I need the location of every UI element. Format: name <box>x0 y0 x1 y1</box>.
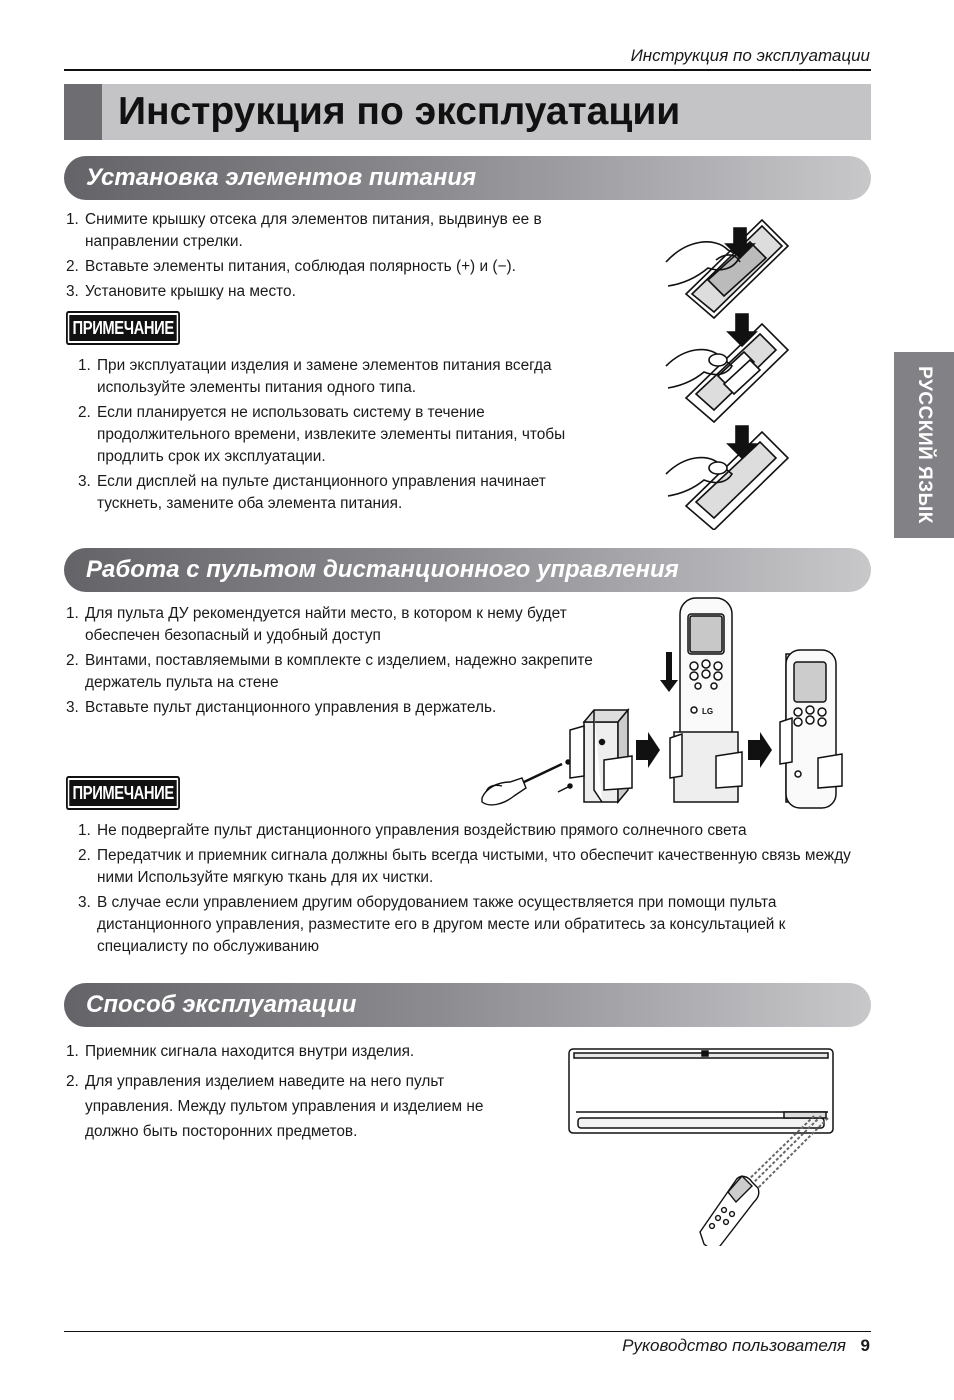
page-number: 9 <box>860 1336 870 1355</box>
battery-step-3-figure <box>666 426 788 530</box>
arrow-icon <box>748 732 772 768</box>
footer-rule <box>64 1331 871 1332</box>
list-item: 3. Если дисплей на пульте дистанционного управления начинает тускнеть, замените оба элемента питания. <box>78 473 546 512</box>
section-header-remote <box>64 548 871 592</box>
note-badge-batteries: ПРИМЕЧАНИЕ <box>66 311 180 345</box>
list-item: 1. Снимите крышку отсека для элементов питания, выдвинув ее в направлении стрелки. <box>66 211 542 250</box>
brand-logo: LG <box>702 707 714 716</box>
title-accent <box>64 84 102 140</box>
list-item: 3. В случае если управлением другим оборудованием также осуществляется при помощи пульта дистанционного управления, разместите его в другом месте или обратитесь за консультацией к специалисту по обслуживанию <box>78 894 786 955</box>
remote-holder-illustration <box>476 592 846 820</box>
page-title: Инструкция по эксплуатации <box>118 90 681 133</box>
section-header-batteries <box>64 156 871 200</box>
list-item: 2. Передатчик и приемник сигнала должны быть всегда чистыми, что обеспечит качественную связь между ними Используйте мягкую ткань для их чистки. <box>78 847 851 886</box>
battery-steps-list <box>66 209 586 306</box>
battery-step-1-figure <box>666 220 788 318</box>
section-header-operation <box>64 983 871 1027</box>
section-title-remote: Работа с пультом дистанционного управления <box>86 556 679 583</box>
list-item: 2. Если планируется не использовать систему в течение продолжительного времени, извлеките элементы питания, чтобы продлить срок их эксплуатации. <box>78 404 566 465</box>
battery-step-2-figure <box>666 314 788 422</box>
section-title-batteries: Установка элементов питания <box>86 164 477 191</box>
list-item: 1. Приемник сигнала находится внутри изделия. <box>66 1043 415 1060</box>
language-tab <box>894 352 954 538</box>
wall-holder-figure <box>558 710 632 802</box>
list-item: 2. Винтами, поставляемыми в комплекте с изделием, надежно закрепите держатель пульта на стене <box>66 652 593 691</box>
aiming-remote-illustration <box>566 1046 836 1246</box>
list-item: 3. Вставьте пульт дистанционного управления в держатель. <box>66 699 497 716</box>
battery-notes-list <box>78 355 598 518</box>
remote-notes-list <box>78 820 868 961</box>
running-header: Инструкция по эксплуатации <box>630 46 870 65</box>
language-tab-label: РУССКИЙ ЯЗЫК <box>914 366 935 524</box>
section-title-operation: Способ эксплуатации <box>86 991 357 1018</box>
list-item: 1. Не подвергайте пульт дистанционного управления воздействию прямого солнечного света <box>78 822 747 839</box>
indoor-unit-figure <box>569 1049 833 1133</box>
arrow-icon <box>636 732 660 768</box>
list-item: 2. Для управления изделием наведите на него пульт управления. Между пультом управления и изделием не должно быть посторонних предметов. <box>66 1073 484 1140</box>
list-item: 1. Для пульта ДУ рекомендуется найти место, в котором к нему будет обеспечен безопасный и удобный доступ <box>66 605 567 644</box>
header-rule <box>64 69 871 71</box>
operation-steps-list <box>66 1039 528 1149</box>
screwdriver-figure <box>482 760 570 805</box>
footer-title: Руководство пользователя <box>622 1336 846 1355</box>
list-item: 2. Вставьте элементы питания, соблюдая полярность (+) и (−). <box>66 258 516 275</box>
list-item: 1. При эксплуатации изделия и замене элементов питания всегда используйте элементы питания одного типа. <box>78 357 552 396</box>
battery-installation-illustration <box>662 210 802 530</box>
remote-in-holder-figure <box>656 598 742 802</box>
handheld-remote-figure <box>700 1176 759 1246</box>
list-item: 3. Установите крышку на место. <box>66 283 296 300</box>
remote-mounted-figure <box>780 650 842 808</box>
page-title-bar <box>64 84 871 140</box>
note-badge-remote: ПРИМЕЧАНИЕ <box>66 776 180 810</box>
